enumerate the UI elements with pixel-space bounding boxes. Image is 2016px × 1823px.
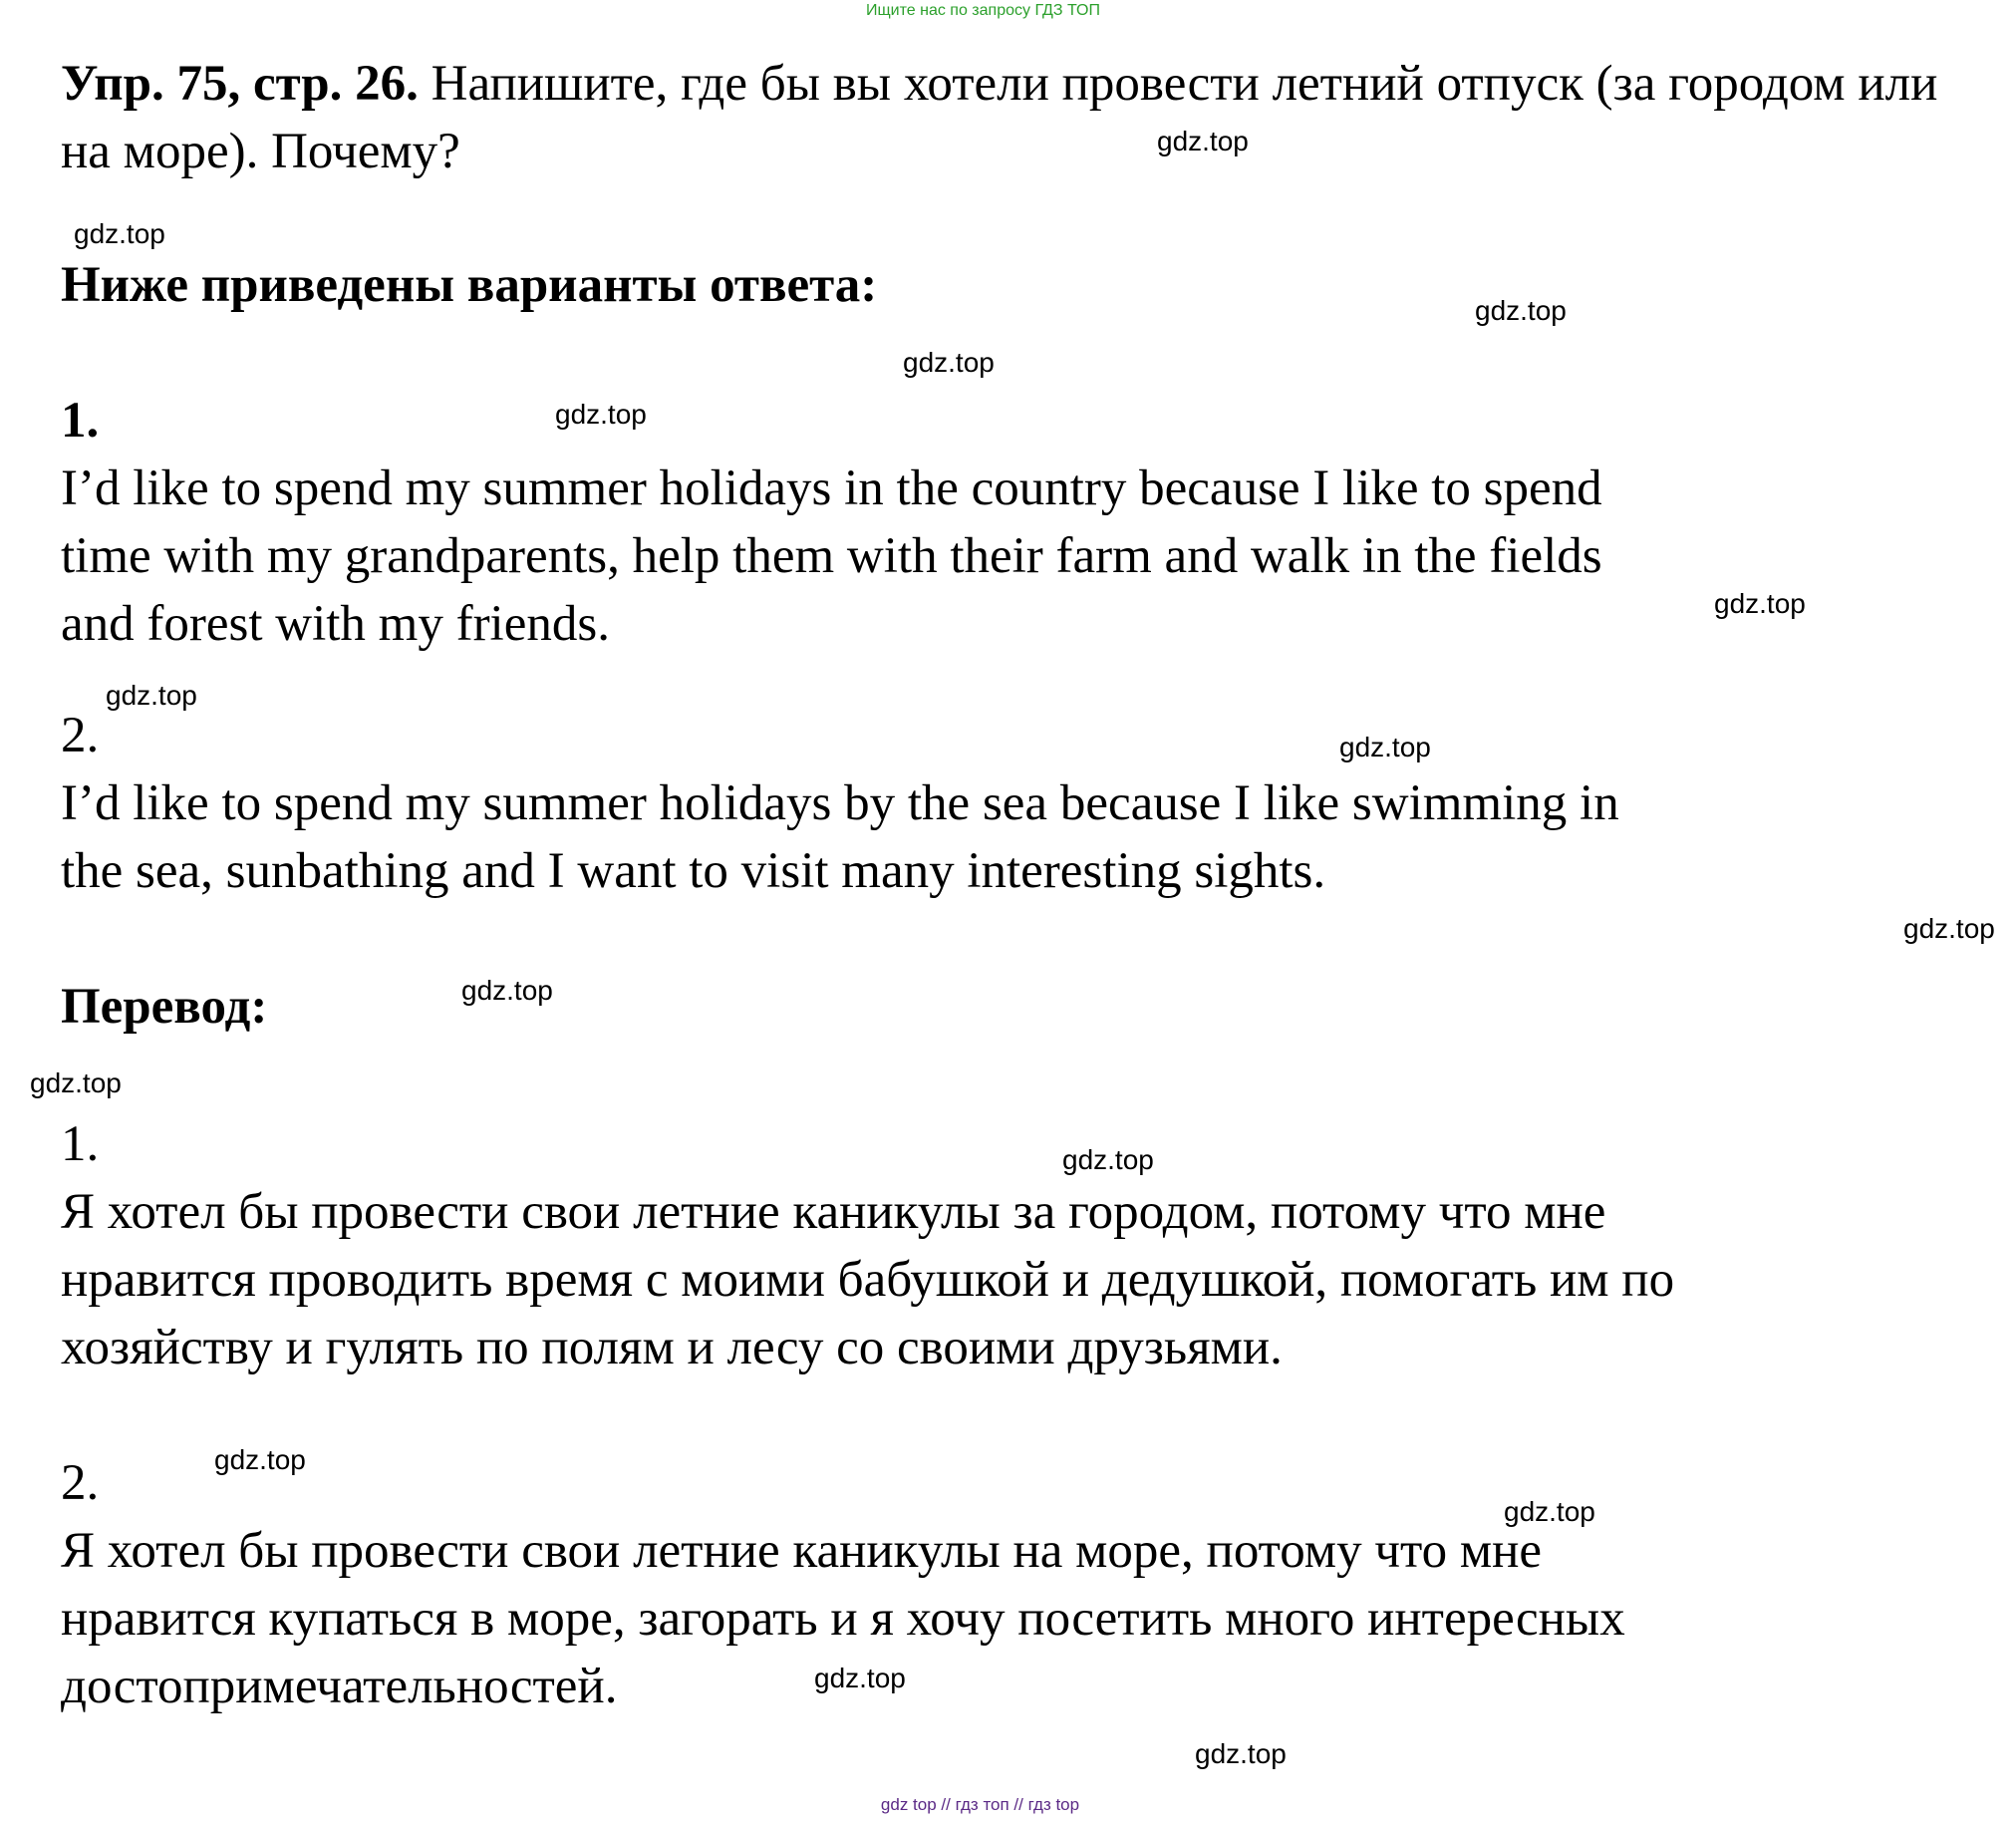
translation-1-line-2: нравится проводить время с моими бабушкой и дедушкой, помогать им по — [61, 1252, 1675, 1308]
answer-2-line-1: I’d like to spend my summer holidays by the sea because I like swimming in — [61, 775, 1619, 831]
translation-2-line-3: достопримечательностей. — [61, 1659, 618, 1714]
watermark: gdz.top — [1504, 1496, 1595, 1527]
answer-2-line-2: the sea, sunbathing and I want to visit many interesting sights. — [61, 843, 1326, 899]
watermark: gdz.top — [74, 218, 165, 249]
watermark: gdz.top — [1195, 1738, 1287, 1769]
translation-1-number: 1. — [61, 1116, 100, 1172]
translation-heading: Перевод: — [61, 979, 268, 1035]
translation-2-number: 2. — [61, 1455, 100, 1511]
answer-1-line-2: time with my grandparents, help them with their farm and walk in the fields — [61, 528, 1602, 584]
watermark: gdz.top — [1475, 295, 1567, 326]
translation-2-line-1: Я хотел бы провести свои летние каникулы на море, потому что мне — [61, 1523, 1543, 1579]
answers-heading: Ниже приведены варианты ответа: — [61, 257, 878, 313]
task-statement — [61, 50, 1974, 185]
translation-2-line-2: нравится купаться в море, загорать и я хочу посетить много интересных — [61, 1591, 1625, 1647]
watermark: gdz.top — [1062, 1144, 1154, 1175]
answer-1-line-3: and forest with my friends. — [61, 596, 610, 652]
answer-1-line-1: I’d like to spend my summer holidays in the country because I like to spend — [61, 460, 1602, 516]
watermark: gdz.top — [461, 975, 553, 1006]
watermark: gdz.top — [1903, 913, 1995, 944]
watermark: gdz.top — [555, 399, 647, 430]
watermark: gdz.top — [214, 1444, 306, 1475]
footer-links: gdz top // гдз топ // гдз top — [880, 1795, 1080, 1814]
watermark: gdz.top — [814, 1663, 906, 1693]
task-label: Упр. 75, стр. 26. — [61, 56, 419, 112]
watermark: gdz.top — [903, 347, 995, 378]
answer-2-number: 2. — [61, 708, 100, 763]
watermark: gdz.top — [1714, 588, 1806, 619]
answer-1-number: 1. — [61, 393, 100, 449]
translation-1-line-3: хозяйству и гулять по полям и лесу со своими друзьями. — [61, 1320, 1283, 1375]
watermark: gdz.top — [30, 1067, 122, 1098]
document-body — [61, 50, 1974, 1720]
translation-1-line-1: Я хотел бы провести свои летние каникулы за городом, потому что мне — [61, 1184, 1606, 1240]
watermark: gdz.top — [1339, 732, 1431, 762]
watermark: gdz.top — [1157, 126, 1249, 156]
task-text: Напишите, где бы вы хотели провести летний отпуск (за городом или на море). Почему? — [61, 56, 1938, 179]
top-banner: Ищите нас по запросу ГДЗ ТОП — [866, 2, 1100, 19]
watermark: gdz.top — [106, 680, 197, 711]
